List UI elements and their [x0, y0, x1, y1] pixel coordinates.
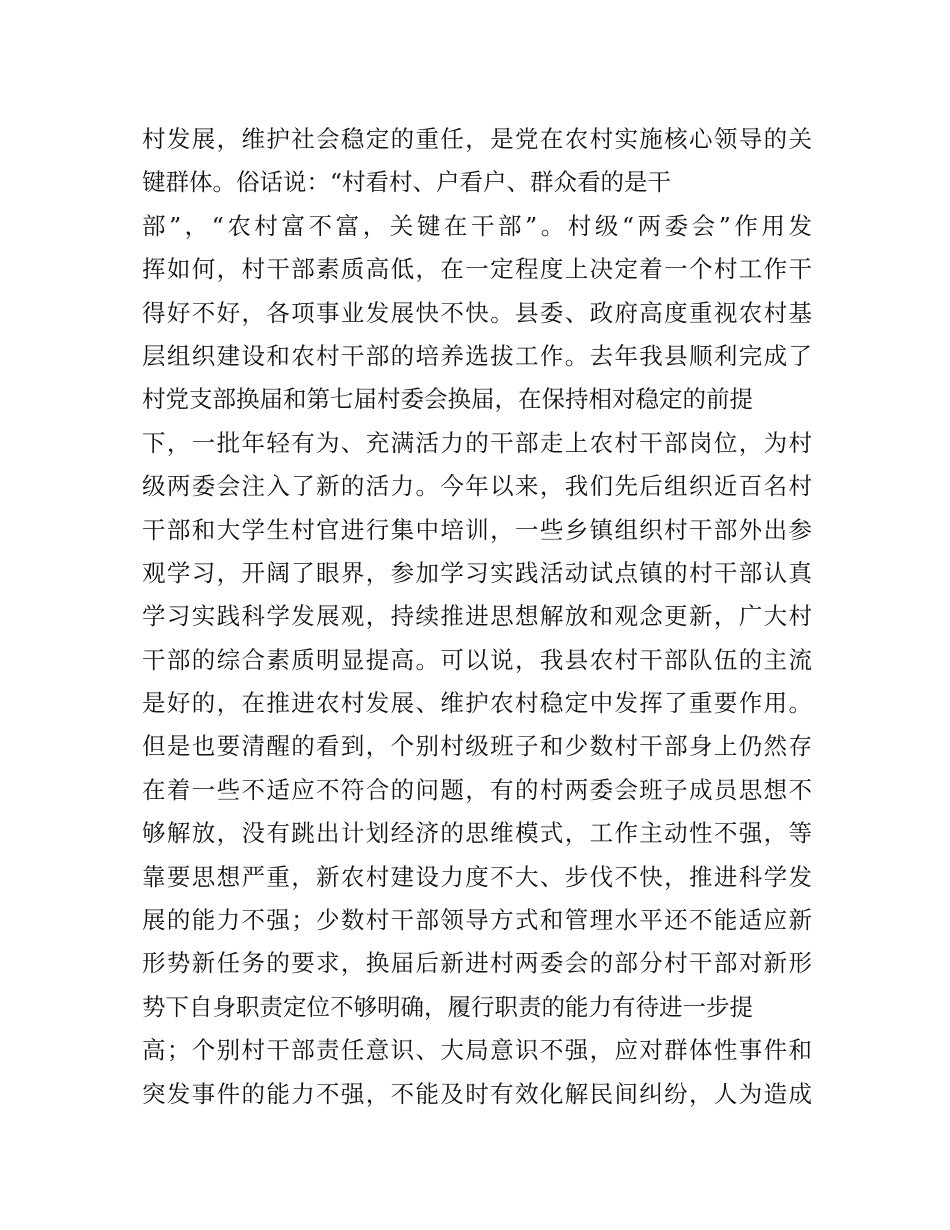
text-line: 下，一批年轻有为、充满活力的干部走上农村干部岗位，为村: [142, 428, 812, 457]
text-line: 部”，“农村富不富，关键在干部”。村级“两委会”作用发: [142, 211, 812, 240]
text-line: 观学习，开阔了眼界，参加学习实践活动试点镇的村干部认真: [142, 558, 812, 587]
text-line: 学习实践科学发展观，持续推进思想解放和观念更新，广大村: [142, 602, 812, 631]
text-line: 高；个别村干部责任意识、大局意识不强，应对群体性事件和: [142, 1036, 812, 1065]
text-line: 够解放，没有跳出计划经济的思维模式，工作主动性不强，等: [142, 819, 812, 848]
text-line: 干部的综合素质明显提高。可以说，我县农村干部队伍的主流: [142, 645, 812, 674]
text-line: 村党支部换届和第七届村委会换届，在保持相对稳定的前提: [142, 385, 753, 414]
text-line: 层组织建设和农村干部的培养选拔工作。去年我县顺利完成了: [142, 341, 812, 370]
text-line: 干部和大学生村官进行集中培训，一些乡镇组织村干部外出参: [142, 515, 812, 544]
body-text: [142, 118, 812, 1116]
text-line: 势下自身职责定位不够明确，履行职责的能力有待进一步提: [142, 992, 753, 1021]
text-line: 突发事件的能力不强，不能及时有效化解民间纠纷，人为造成: [142, 1079, 812, 1108]
text-line: 键群体。俗话说：“村看村、户看户、群众看的是干: [142, 168, 672, 197]
text-line: 但是也要清醒的看到，个别村级班子和少数村干部身上仍然存: [142, 732, 812, 761]
text-line: 得好不好，各项事业发展快不快。县委、政府高度重视农村基: [142, 298, 812, 327]
text-line: 是好的，在推进农村发展、维护农村稳定中发挥了重要作用。: [142, 689, 812, 718]
text-line: 靠要思想严重，新农村建设力度不大、步伐不快，推进科学发: [142, 862, 812, 891]
text-line: 村发展，维护社会稳定的重任，是党在农村实施核心领导的关: [142, 125, 812, 153]
text-line: 展的能力不强；少数村干部领导方式和管理水平还不能适应新: [142, 906, 812, 935]
text-line: 级两委会注入了新的活力。今年以来，我们先后组织近百名村: [142, 472, 812, 501]
text-line: 在着一些不适应不符合的问题，有的村两委会班子成员思想不: [142, 775, 812, 804]
text-line: 挥如何，村干部素质高低，在一定程度上决定着一个村工作干: [142, 255, 812, 284]
text-line: 形势新任务的要求，换届后新进村两委会的部分村干部对新形: [142, 949, 812, 978]
